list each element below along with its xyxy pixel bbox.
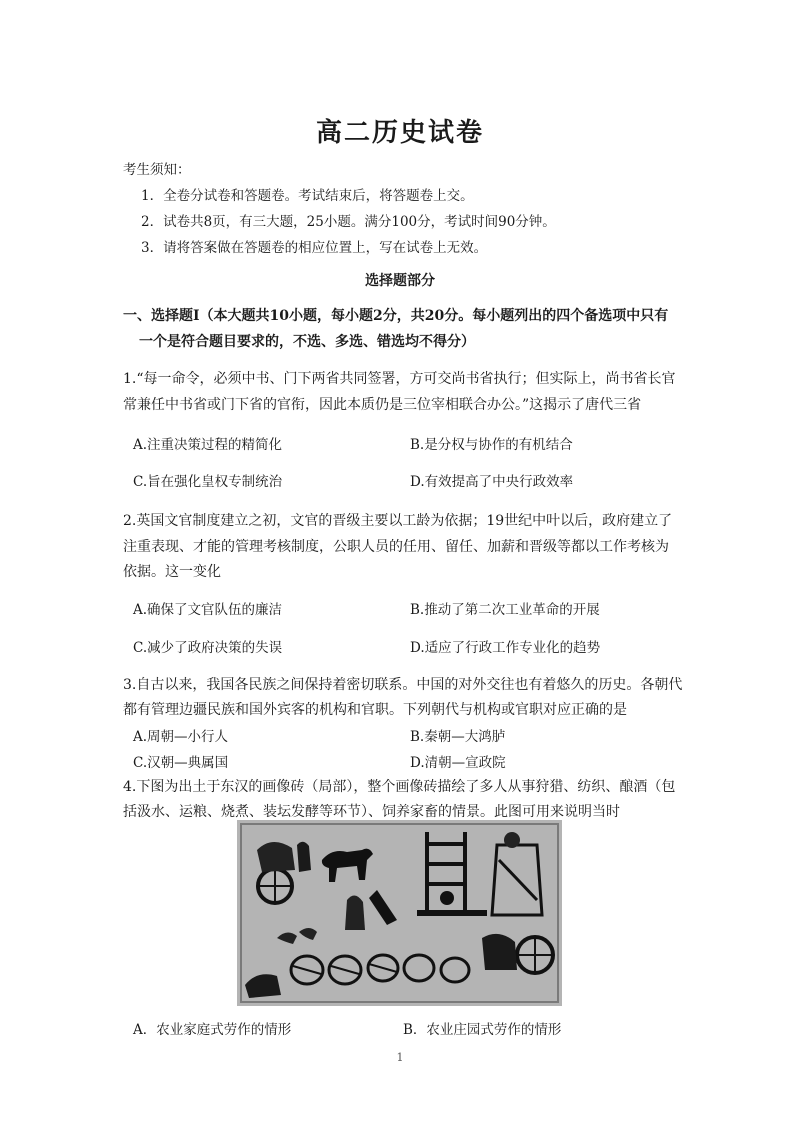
notice-item: 3．请将答案做在答题卷的相应位置上，写在试卷上无效。 [141, 240, 488, 256]
option-d: D.有效提高了中央行政效率 [410, 474, 574, 490]
option-b: B．农业庄园式劳作的情形 [403, 1022, 562, 1038]
option-a: A.周朝—小行人 [133, 729, 229, 745]
question-1-text: 1.“每一命令，必须中书、门下两省共同签署，方可交尚书省执行；但实际上，尚书省长官 [123, 371, 676, 387]
part-instructions: 一个是符合题目要求的，不选、多选、错选均不得分） [139, 334, 475, 350]
notice-heading: 考生须知： [123, 162, 191, 178]
option-c: C.减少了政府决策的失误 [133, 640, 283, 656]
question-2-text: 注重表现、才能的管理考核制度，公职人员的任用、留任、加薪和晋级等都以工作考核为 [123, 539, 669, 555]
option-c: C.旨在强化皇权专制统治 [133, 474, 283, 490]
option-b: B.是分权与协作的有机结合 [410, 437, 573, 453]
han-brick-relief-image [237, 820, 562, 1006]
question-4-text: 4.下图为出土于东汉的画像砖（局部），整个画像砖描绘了多人从事狩猎、纺织、酿酒（包 [123, 779, 676, 795]
option-b: B.推动了第二次工业革命的开展 [410, 602, 600, 618]
option-a: A.确保了文官队伍的廉洁 [133, 602, 283, 618]
page-number: 1 [396, 1051, 404, 1064]
option-d: D.清朝—宣政院 [410, 755, 506, 771]
question-2-text: 依据。这一变化 [123, 564, 221, 580]
question-3-text: 都有管理边疆民族和国外宾客的机构和官职。下列朝代与机构或官职对应正确的是 [123, 702, 627, 718]
question-2-text: 2.英国文官制度建立之初，文官的晋级主要以工龄为依据；19世纪中叶以后，政府建立了 [123, 513, 673, 529]
question-4-text: 括汲水、运粮、烧煮、装坛发酵等环节）、饲养家畜的情景。此图可用来说明当时 [123, 804, 620, 820]
section-title: 选择题部分 [365, 273, 435, 289]
question-3-text: 3.自古以来，我国各民族之间保持着密切联系。中国的对外交往也有着悠久的历史。各朝代 [123, 677, 683, 693]
option-d: D.适应了行政工作专业化的趋势 [410, 640, 601, 656]
page-title: 高二历史试卷 [315, 118, 484, 148]
notice-item: 2．试卷共8页，有三大题，25小题。满分100分，考试时间90分钟。 [141, 214, 556, 230]
option-b: B.秦朝—大鸿胪 [410, 729, 506, 745]
option-a: A．农业家庭式劳作的情形 [133, 1022, 292, 1038]
notice-item: 1．全卷分试卷和答题卷。考试结束后，将答题卷上交。 [141, 188, 474, 204]
question-1-text: 常兼任中书省或门下省的官衔，因此本质仍是三位宰相联合办公。”这揭示了唐代三省 [123, 397, 642, 413]
part-instructions: 一、选择题Ⅰ（本大题共10小题，每小题2分，共20分。每小题列出的四个备选项中只有 [123, 308, 669, 324]
option-a: A.注重决策过程的精简化 [133, 437, 283, 453]
option-c: C.汉朝—典属国 [133, 755, 229, 771]
